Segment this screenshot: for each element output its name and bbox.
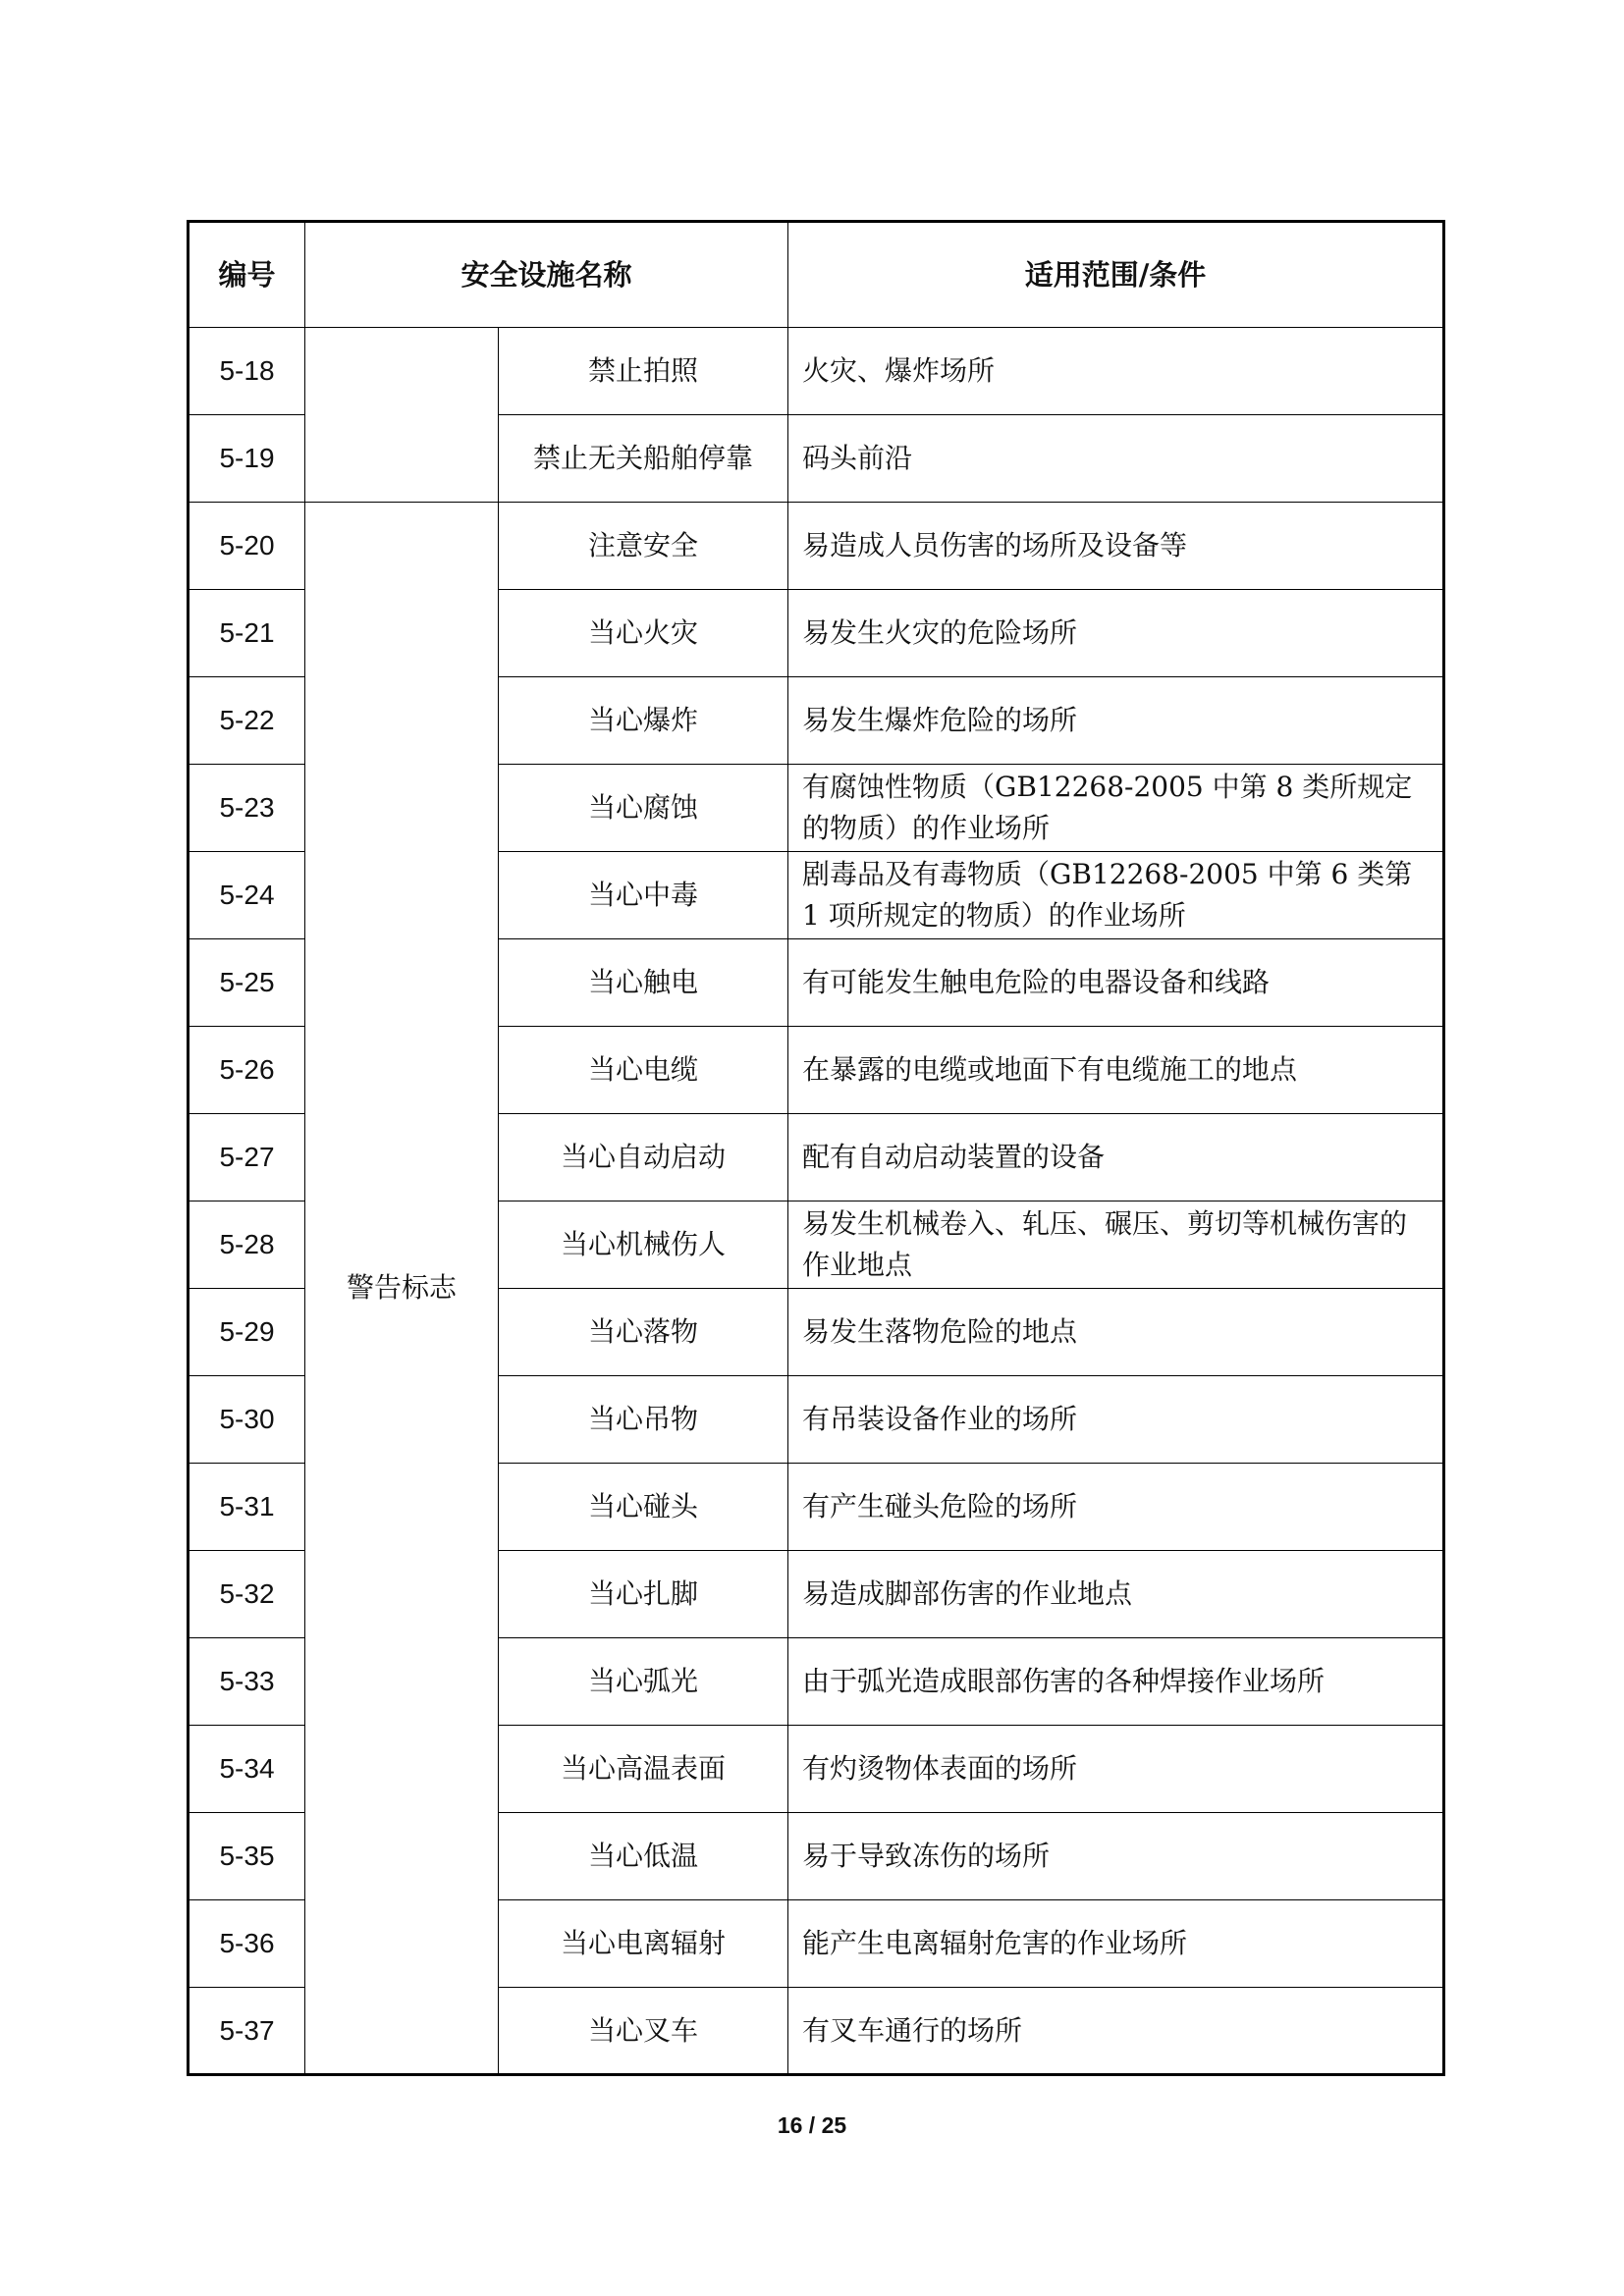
scope-text: 易发生机械卷入、轧压、碾压、剪切等机械伤害的作业地点 — [788, 1201, 1444, 1289]
row-number: 5-26 — [189, 1027, 305, 1114]
facility-name: 当心高温表面 — [499, 1726, 788, 1813]
facility-name: 当心扎脚 — [499, 1551, 788, 1638]
row-number: 5-28 — [189, 1201, 305, 1289]
table-header-row — [189, 222, 1444, 328]
facility-name: 当心电离辐射 — [499, 1900, 788, 1988]
row-number: 5-27 — [189, 1114, 305, 1201]
facility-name: 当心叉车 — [499, 1988, 788, 2075]
row-number: 5-20 — [189, 503, 305, 590]
row-number: 5-35 — [189, 1813, 305, 1900]
table-row — [189, 503, 1444, 590]
row-number: 5-37 — [189, 1988, 305, 2075]
header-facility-name: 安全设施名称 — [305, 222, 788, 328]
facility-name: 当心弧光 — [499, 1638, 788, 1726]
row-number: 5-36 — [189, 1900, 305, 1988]
scope-text: 配有自动启动装置的设备 — [788, 1114, 1444, 1201]
scope-text: 有叉车通行的场所 — [788, 1988, 1444, 2075]
scope-text: 能产生电离辐射危害的作业场所 — [788, 1900, 1444, 1988]
row-number: 5-32 — [189, 1551, 305, 1638]
facility-name: 当心触电 — [499, 939, 788, 1027]
row-number: 5-24 — [189, 852, 305, 939]
header-scope: 适用范围/条件 — [788, 222, 1444, 328]
row-number: 5-19 — [189, 415, 305, 503]
row-number: 5-33 — [189, 1638, 305, 1726]
scope-text: 易造成人员伤害的场所及设备等 — [788, 503, 1444, 590]
facility-name: 当心电缆 — [499, 1027, 788, 1114]
facility-name: 当心落物 — [499, 1289, 788, 1376]
row-number: 5-18 — [189, 328, 305, 415]
table-body — [189, 328, 1444, 2075]
row-number: 5-34 — [189, 1726, 305, 1813]
row-number: 5-22 — [189, 677, 305, 765]
facility-name: 禁止拍照 — [499, 328, 788, 415]
facility-name: 当心自动启动 — [499, 1114, 788, 1201]
facility-name: 当心腐蚀 — [499, 765, 788, 852]
scope-text: 码头前沿 — [788, 415, 1444, 503]
row-number: 5-31 — [189, 1464, 305, 1551]
row-number: 5-25 — [189, 939, 305, 1027]
row-number: 5-29 — [189, 1289, 305, 1376]
facility-name: 当心爆炸 — [499, 677, 788, 765]
scope-text: 易于导致冻伤的场所 — [788, 1813, 1444, 1900]
facility-name: 当心碰头 — [499, 1464, 788, 1551]
safety-facilities-table — [187, 220, 1445, 2076]
table-row — [189, 328, 1444, 415]
category-warning: 警告标志 — [305, 503, 499, 2075]
header-number: 编号 — [189, 222, 305, 328]
facility-name: 当心火灾 — [499, 590, 788, 677]
facility-name: 当心中毒 — [499, 852, 788, 939]
facility-name: 当心机械伤人 — [499, 1201, 788, 1289]
scope-text: 火灾、爆炸场所 — [788, 328, 1444, 415]
scope-text: 易发生火灾的危险场所 — [788, 590, 1444, 677]
facility-name: 禁止无关船舶停靠 — [499, 415, 788, 503]
row-number: 5-23 — [189, 765, 305, 852]
scope-text: 在暴露的电缆或地面下有电缆施工的地点 — [788, 1027, 1444, 1114]
row-number: 5-21 — [189, 590, 305, 677]
scope-text: 有灼烫物体表面的场所 — [788, 1726, 1444, 1813]
page-number: 16 / 25 — [777, 2112, 847, 2138]
scope-text: 由于弧光造成眼部伤害的各种焊接作业场所 — [788, 1638, 1444, 1726]
scope-text: 易发生爆炸危险的场所 — [788, 677, 1444, 765]
scope-text: 有产生碰头危险的场所 — [788, 1464, 1444, 1551]
category-cell-prohibition — [305, 328, 499, 503]
facility-name: 注意安全 — [499, 503, 788, 590]
scope-text: 有吊装设备作业的场所 — [788, 1376, 1444, 1464]
scope-text: 有可能发生触电危险的电器设备和线路 — [788, 939, 1444, 1027]
scope-text: 易发生落物危险的地点 — [788, 1289, 1444, 1376]
facility-name: 当心低温 — [499, 1813, 788, 1900]
scope-text: 易造成脚部伤害的作业地点 — [788, 1551, 1444, 1638]
facility-name: 当心吊物 — [499, 1376, 788, 1464]
scope-text: 剧毒品及有毒物质（GB12268-2005 中第 6 类第 1 项所规定的物质）的作业场所 — [788, 852, 1444, 939]
row-number: 5-30 — [189, 1376, 305, 1464]
scope-text: 有腐蚀性物质（GB12268-2005 中第 8 类所规定的物质）的作业场所 — [788, 765, 1444, 852]
